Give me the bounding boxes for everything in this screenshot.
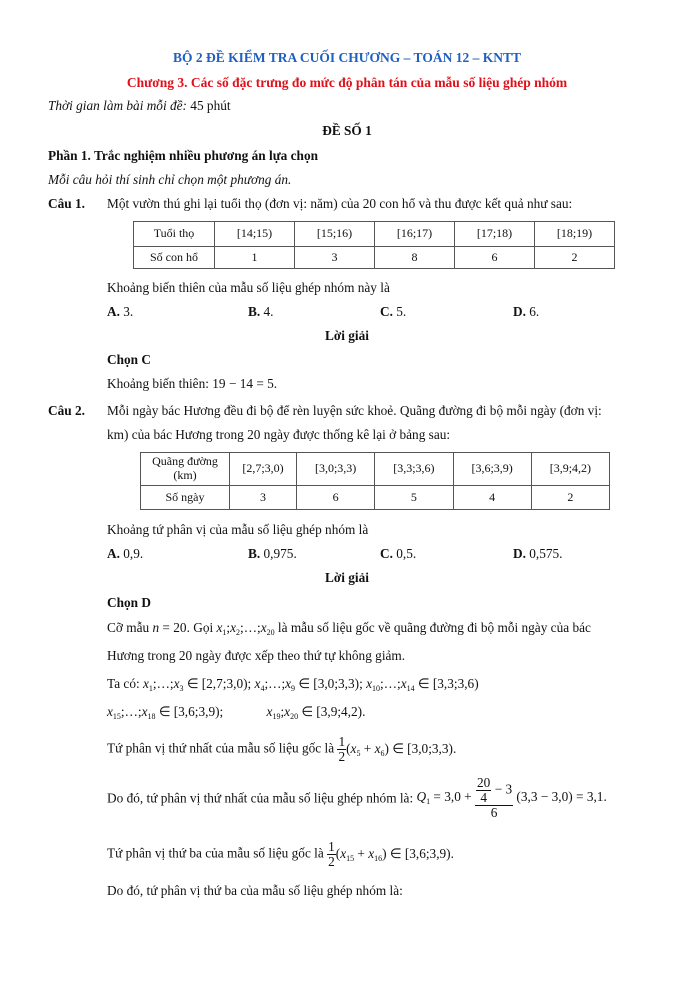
subscript: 10 — [372, 684, 380, 693]
table-interval-cell: [14;15) — [215, 222, 295, 247]
var-x: x — [254, 676, 261, 691]
var-x: x — [285, 676, 292, 691]
question-1-option-b[interactable] — [248, 304, 274, 320]
option-value: 6. — [525, 304, 540, 319]
var-x: x — [173, 676, 180, 691]
option-key: B. — [248, 304, 261, 319]
table-count-cell: 6 — [297, 486, 375, 510]
question-1-text: Một vườn thú ghi lại tuổi thọ (đơn vị: năm) của 20 con hổ và thu được kết quả như sau: — [107, 196, 573, 211]
question-1-solution-text — [107, 376, 277, 392]
table-interval-cell: [3,3;3,6) — [375, 453, 453, 486]
table-count-cell: 1 — [215, 247, 295, 269]
q1-raw-line — [107, 735, 456, 764]
option-value: 5. — [392, 304, 407, 319]
option-value: 3. — [119, 304, 134, 319]
question-1-solution-heading: Lời giải — [325, 328, 369, 343]
question-1-label: Câu 1. — [48, 196, 85, 211]
var-x: x — [400, 676, 407, 691]
var-x: x — [284, 704, 291, 719]
solution-expression: 19 − 14 = 5 — [212, 376, 274, 391]
question-2-solution-heading: Lời giải — [325, 570, 369, 585]
table-header-row — [141, 453, 610, 486]
section-instruction: Mỗi câu hỏi thí sinh chỉ chọn một phương án. — [48, 172, 292, 187]
question-2-prompt: Khoảng tứ phân vị của mẫu số liệu ghép nhóm là — [107, 522, 369, 537]
question-2-option-a[interactable] — [107, 546, 143, 562]
question-1-answer-choice: Chọn C — [107, 352, 151, 367]
table-interval-cell: [17;18) — [455, 222, 535, 247]
fraction-n-over-4: $\frac{20}{4}$ — [477, 775, 491, 805]
question-2-answer-choice: Chọn D — [107, 595, 151, 610]
question-1-option-c[interactable] — [380, 304, 406, 320]
option-key: D. — [513, 546, 526, 561]
table-count-cell: 2 — [531, 486, 609, 510]
question-1-option-d[interactable] — [513, 304, 539, 320]
var-x: x — [266, 704, 273, 719]
q1-grouped-prefix: Do đó, tứ phân vị thứ nhất của mẫu số liệu ghép nhóm là: — [107, 790, 417, 806]
var-x: x — [368, 845, 375, 861]
table-interval-cell: [16;17) — [375, 222, 455, 247]
sample-size-line — [107, 620, 591, 637]
table-header-row — [134, 222, 615, 247]
table-interval-cell: [3,9;4,2) — [531, 453, 609, 486]
table-count-cell: 6 — [455, 247, 535, 269]
question-2-text-line2: km) của bác Hương trong 20 ngày được thống kê lại ở bảng sau: — [107, 427, 451, 442]
option-value: 0,575. — [525, 546, 563, 561]
subscript: 20 — [290, 712, 299, 721]
sample-size-expression — [152, 620, 186, 635]
option-value: 0,9. — [119, 546, 144, 561]
question-2-table — [140, 452, 610, 510]
grouping-line-1 — [107, 676, 479, 693]
q3-grouped-line: Do đó, tứ phân vị thứ ba của mẫu số liệu ghép nhóm là: — [107, 883, 403, 898]
q1-formula: $Q_1 = 3,0$ + $\frac{20}{4}$ − 3 6 (3,3 − 3,0) = 3,1. — [416, 775, 607, 820]
table-interval-cell: [18;19) — [535, 222, 615, 247]
table-row-label: Số con hổ — [134, 247, 215, 269]
option-value: 0,975. — [260, 546, 297, 561]
fraction-one-half: $\frac{1}{2}$ — [328, 839, 335, 869]
subscript: 15 — [112, 712, 121, 721]
table-header-label — [141, 453, 230, 486]
question-2-option-d[interactable] — [513, 546, 563, 562]
var-x: x — [107, 704, 113, 719]
subscript: 2 — [236, 628, 240, 637]
question-2-label: Câu 2. — [48, 403, 85, 418]
group-memberships-2: $x_{15};\dots;x_{18}$ ∈ [3,6;3,9); $x_{19};x_{20}$ ∈ [3,9;4,2). — [107, 704, 366, 721]
q3-raw-prefix: Tứ phân vị thứ ba của mẫu số liệu gốc là — [107, 845, 328, 861]
solution-period: . — [273, 376, 278, 391]
sample-size-mid: . Gọi — [186, 620, 217, 635]
subscript: 4 — [260, 684, 265, 693]
question-1-prompt: Khoảng biến thiên của mẫu số liệu ghép nhóm này là — [107, 280, 390, 295]
header-label-line1: Quãng đường — [152, 454, 218, 469]
table-count-cell: 3 — [295, 247, 375, 269]
sample-size-prefix: Cỡ mẫu — [107, 620, 153, 635]
q1-raw-expression: $\frac{1}{2}$ $(x_5 + x_6)$ ∈ [3,0;3,3). — [338, 734, 457, 764]
table-interval-cell: [15;16) — [295, 222, 375, 247]
table-count-cell: 3 — [230, 486, 297, 510]
question-2-option-c[interactable] — [380, 546, 416, 562]
subscript: 16 — [374, 853, 383, 863]
subscript: 19 — [272, 712, 281, 721]
option-value: 0,5. — [392, 546, 417, 561]
option-key: C. — [380, 304, 393, 319]
var-x: x — [260, 620, 267, 635]
subscript: 9 — [291, 684, 296, 693]
group-memberships-1: $x_1;\dots;x_3$ ∈ [2,7;3,0); $x_4;\dots;x_9$ ∈ [3,0;3,3); $x_{10};\dots;x_{14}$ ∈ [3,3;3,6) — [143, 676, 479, 693]
table-interval-cell: [2,7;3,0) — [230, 453, 297, 486]
option-key: A. — [107, 304, 120, 319]
time-value: 45 phút — [186, 98, 231, 113]
fraction-quartile-position: $\frac{20}{4}$ − 3 6 — [477, 775, 513, 820]
var-x: x — [230, 620, 236, 635]
sample-sequence: $x_1;x_2;\dots;x_{20}$ — [216, 620, 275, 637]
document-title: BỘ 2 ĐỀ KIỂM TRA CUỐI CHƯƠNG – TOÁN 12 – KNTT — [173, 50, 521, 65]
var-x: x — [141, 704, 148, 719]
option-key: B. — [248, 546, 261, 561]
question-1-table — [133, 221, 615, 269]
question-1-option-a[interactable] — [107, 304, 133, 320]
time-allowed — [48, 98, 231, 114]
var-x: x — [143, 676, 149, 691]
subscript: 14 — [406, 684, 415, 693]
subscript: 1 — [222, 628, 227, 637]
q3-raw-expression: $\frac{1}{2}$ $(x_{15} + x_{16})$ ∈ [3,6;3,9). — [328, 839, 454, 869]
var-n: n — [152, 620, 160, 635]
table-count-cell: 4 — [453, 486, 531, 510]
table-interval-cell: [3,0;3,3) — [297, 453, 375, 486]
question-2-option-b[interactable] — [248, 546, 297, 562]
taco-prefix: Ta có: — [107, 676, 143, 691]
table-count-cell: 2 — [535, 247, 615, 269]
sample-size-suffix: là mẫu số liệu gốc về quãng đường đi bộ mỗi ngày của bác — [277, 620, 591, 635]
grouping-line-2 — [107, 704, 365, 721]
option-key: C. — [380, 546, 393, 561]
var-x: x — [340, 845, 347, 861]
section-title: Phần 1. Trắc nghiệm nhiều phương án lựa chọn — [48, 148, 318, 163]
chapter-subtitle: Chương 3. Các số đặc trưng đo mức độ phân tán của mẫu số liệu ghép nhóm — [126, 75, 568, 90]
table-count-cell: 8 — [375, 247, 455, 269]
table-header-label: Tuổi thọ — [134, 222, 215, 247]
sample-size-eq: = 20 — [159, 620, 187, 635]
fraction-one-half: $\frac{1}{2}$ — [338, 734, 346, 764]
q3-raw-line — [107, 840, 454, 869]
option-key: D. — [513, 304, 526, 319]
subscript: 3 — [179, 684, 184, 693]
table-count-row — [134, 247, 615, 269]
sample-line-2: Hương trong 20 ngày được xếp theo thứ tự không giảm. — [107, 648, 406, 663]
q1-raw-prefix: Tứ phân vị thứ nhất của mẫu số liệu gốc là — [107, 740, 338, 756]
var-x: x — [216, 620, 223, 635]
option-key: A. — [107, 546, 120, 561]
subscript: 6 — [380, 748, 385, 758]
subscript: 1 — [148, 684, 153, 693]
question-2-text-line1: Mỗi ngày bác Hương đều đi bộ để rèn luyện sức khoẻ. Quãng đường đi bộ mỗi ngày (đơn vị: — [107, 403, 602, 418]
var-x: x — [374, 740, 381, 756]
header-label-line2: (km) — [173, 468, 197, 482]
q1-grouped-line — [107, 776, 607, 820]
subscript: 15 — [346, 853, 355, 863]
exam-number: ĐỀ SỐ 1 — [322, 123, 372, 138]
time-label: Thời gian làm bài mỗi đề: — [48, 98, 187, 113]
var-x: x — [350, 740, 357, 756]
subscript: 18 — [147, 712, 156, 721]
table-count-row — [141, 486, 610, 510]
table-interval-cell: [3,6;3,9) — [453, 453, 531, 486]
solution-label: Khoảng biến thiên: — [107, 376, 213, 391]
subscript: 5 — [356, 748, 361, 758]
option-value: 4. — [260, 304, 274, 319]
subscript: 20 — [266, 628, 275, 637]
table-row-label: Số ngày — [141, 486, 230, 510]
var-x: x — [366, 676, 372, 691]
table-count-cell: 5 — [375, 486, 453, 510]
